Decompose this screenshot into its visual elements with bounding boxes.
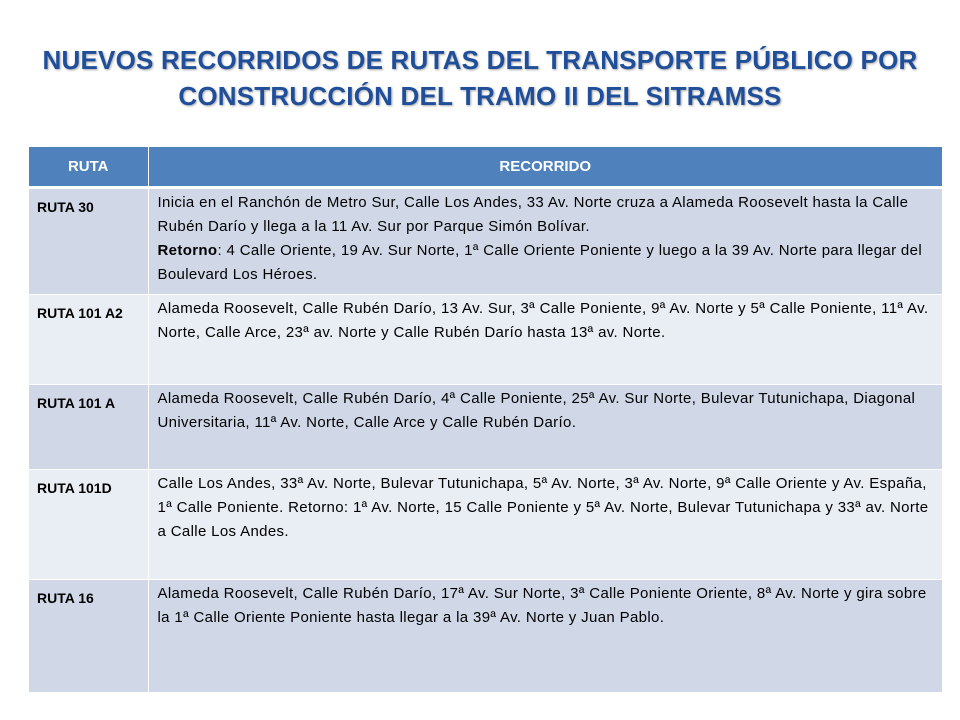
table-row <box>29 295 942 385</box>
routes-table <box>29 147 942 693</box>
route-cell: RUTA 30 <box>29 188 148 295</box>
route-cell: RUTA 101D <box>29 470 148 580</box>
return-label: Retorno <box>157 242 218 259</box>
header-path: RECORRIDO <box>148 147 942 188</box>
route-cell: RUTA 101 A2 <box>29 295 148 385</box>
page-title <box>40 42 920 114</box>
return-text: : 4 Calle Oriente, 19 Av. Sur Norte, 1ª Calle Oriente Poniente y luego a la 39 Av. Norte para llegar del Boulevard Los Héroes. <box>157 242 923 283</box>
table-row <box>29 385 942 470</box>
path-cell: Calle Los Andes, 33ª Av. Norte, Bulevar Tutunichapa, 5ª Av. Norte, 3ª Av. Norte, 9ª Calle Oriente y Av. España, 1ª Calle Poniente. Retorno: 1ª Av. Norte, 15 Calle Poniente y 5ª Av. Norte, Bulevar Tutunichapa y 33ª av. Norte a Calle Los Andes. <box>148 470 942 580</box>
path-cell <box>148 188 942 295</box>
table-header-row <box>29 147 942 188</box>
route-cell: RUTA 101 A <box>29 385 148 470</box>
table-row <box>29 188 942 295</box>
header-route: RUTA <box>29 147 148 188</box>
path-cell: Alameda Roosevelt, Calle Rubén Darío, 4ª Calle Poniente, 25ª Av. Sur Norte, Bulevar Tutunichapa, Diagonal Universitaria, 11ª Av. Norte, Calle Arce y Calle Rubén Darío. <box>148 385 942 470</box>
title-line-1: NUEVOS RECORRIDOS DE RUTAS DEL TRANSPORTE PÚBLICO POR <box>42 45 918 75</box>
path-cell: Alameda Roosevelt, Calle Rubén Darío, 17ª Av. Sur Norte, 3ª Calle Poniente Oriente, 8ª Av. Norte y gira sobre la 1ª Calle Oriente Poniente hasta llegar a la 39ª Av. Norte y Juan Pablo. <box>148 580 942 693</box>
path-cell: Alameda Roosevelt, Calle Rubén Darío, 13 Av. Sur, 3ª Calle Poniente, 9ª Av. Norte y 5ª Calle Poniente, 11ª Av. Norte, Calle Arce, 23ª av. Norte y Calle Rubén Darío hasta 13ª av. Norte. <box>148 295 942 385</box>
route-cell: RUTA 16 <box>29 580 148 693</box>
table-row <box>29 470 942 580</box>
title-line-2: CONSTRUCCIÓN DEL TRAMO II DEL SITRAMSS <box>178 81 782 111</box>
table-row <box>29 580 942 693</box>
path-text: Inicia en el Ranchón de Metro Sur, Calle Los Andes, 33 Av. Norte cruza a Alameda Roosevelt hasta la Calle Rubén Darío y llega a la 11 Av. Sur por Parque Simón Bolívar. <box>157 194 909 235</box>
